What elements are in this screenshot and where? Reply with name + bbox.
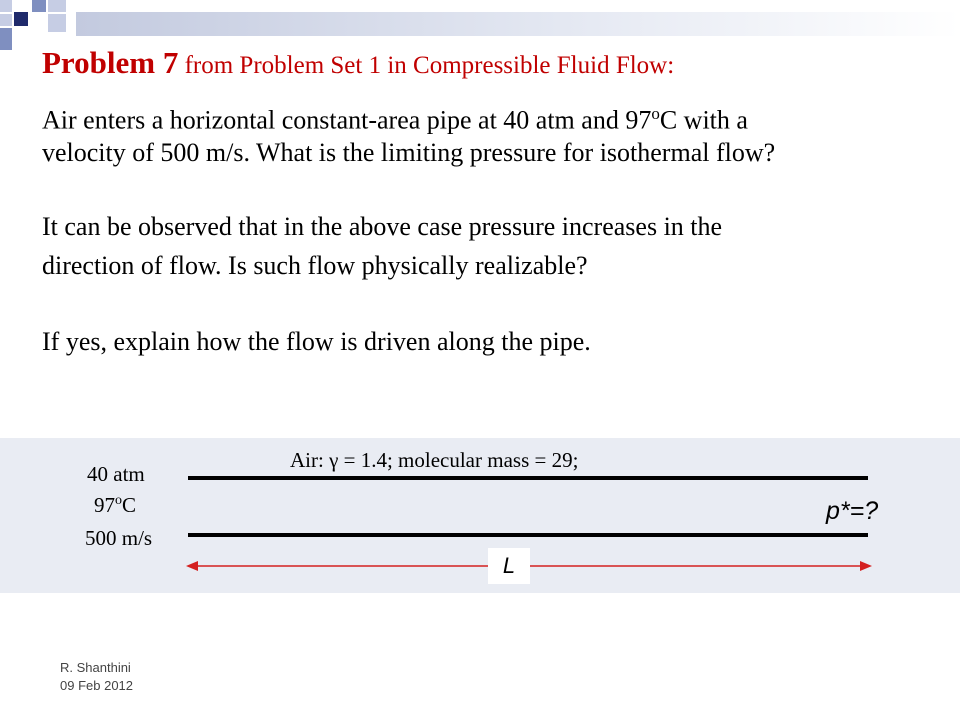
observation-line-2: direction of flow. Is such flow physically realizable? (42, 251, 588, 280)
pipe-top-wall (188, 476, 868, 480)
problem-text-part: Air enters a horizontal constant-area pipe at 40 atm and 97 (42, 105, 652, 135)
inlet-temp-unit: C (122, 493, 137, 517)
problem-statement-line-2: velocity of 500 m/s. What is the limiting pressure for isothermal flow? (42, 138, 776, 167)
degree-sup: o (651, 104, 660, 123)
length-label: L (488, 548, 530, 584)
observation-line-1: It can be observed that in the above case pressure increases in the (42, 212, 723, 241)
corner-square-light-left (0, 14, 12, 26)
pipe-bottom-wall (188, 533, 868, 537)
slide-title (42, 44, 674, 81)
title-problem-number: Problem 7 (42, 45, 179, 80)
inlet-temp-degree: o (115, 493, 122, 508)
inlet-temperature-label (94, 493, 136, 518)
corner-square-blue-left (0, 28, 12, 50)
length-arrow-head-right (860, 561, 872, 571)
length-arrow-head-left (186, 561, 198, 571)
corner-square-light-top (0, 0, 12, 12)
problem-text-part: C with a (659, 105, 748, 135)
inlet-velocity-label: 500 m/s (85, 526, 153, 550)
outlet-pressure-label (826, 497, 878, 526)
corner-square-navy (14, 12, 28, 26)
inlet-temp-value: 97 (94, 493, 115, 517)
corner-square-blue-top (32, 0, 46, 12)
footer-date: 09 Feb 2012 (60, 678, 134, 693)
air-properties-label: Air: γ = 1.4; molecular mass = 29; (290, 448, 579, 472)
header-gradient-bar (76, 12, 960, 36)
corner-square-light-mid (48, 0, 66, 12)
outlet-pressure-text: p*=? (826, 497, 879, 525)
footer-author: R. Shanthini (60, 660, 131, 675)
question-line: If yes, explain how the flow is driven along the pipe. (42, 327, 591, 356)
corner-square-light-center (48, 14, 66, 32)
inlet-pressure-label: 40 atm (87, 462, 145, 486)
title-subtitle: from Problem Set 1 in Compressible Fluid Flow: (178, 52, 675, 79)
